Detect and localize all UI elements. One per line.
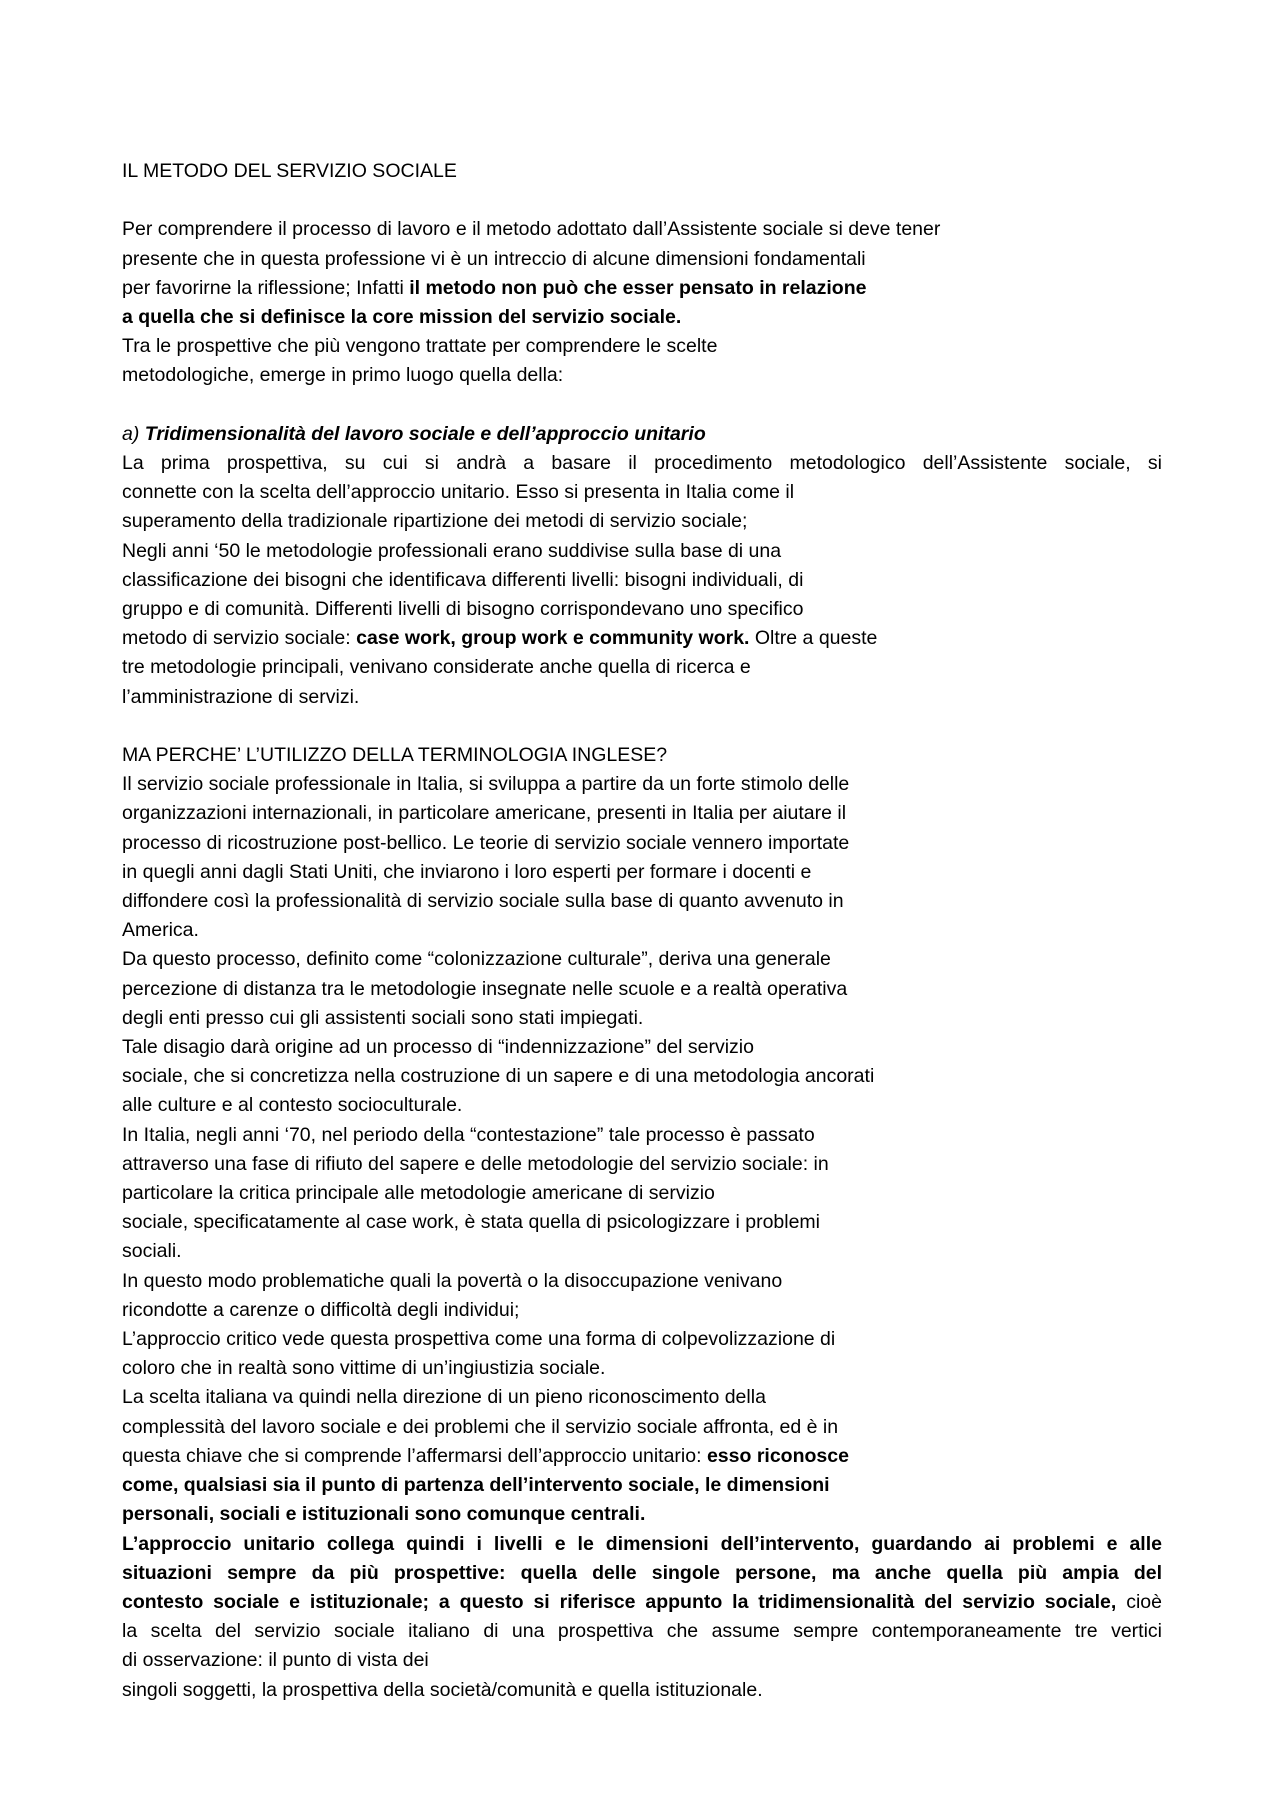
bold-line: come, qualsiasi sia il punto di partenza dell’intervento sociale, le dimensioni	[122, 1474, 830, 1497]
text-line: Tra le prospettive che più vengono trattate per comprendere le scelte	[122, 335, 718, 358]
heading-prefix: a)	[122, 422, 145, 445]
section-b-heading: MA PERCHE’ L’UTILIZZO DELLA TERMINOLOGIA INGLESE?	[122, 744, 668, 767]
text-line: gruppo e di comunità. Differenti livelli di bisogno corrispondevano uno specifico	[122, 598, 804, 621]
text-line: tre metodologie principali, venivano considerate anche quella di ricerca e	[122, 656, 751, 679]
spacer	[122, 186, 1162, 215]
text-line: attraverso una fase di rifiuto del sapere e delle metodologie del servizio sociale: in	[122, 1152, 829, 1175]
text-line: alle culture e al contesto socioculturale.	[122, 1094, 463, 1117]
text-line: In questo modo problematiche quali la povertà o la disoccupazione venivano	[122, 1269, 783, 1292]
text-line: L’approccio critico vede questa prospettiva come una forma di colpevolizzazione di	[122, 1328, 836, 1351]
heading-text: Tridimensionalità del lavoro sociale e dell’approccio unitario	[144, 422, 706, 445]
spacer	[122, 391, 1162, 420]
text-line: particolare la critica principale alle metodologie americane di servizio	[122, 1182, 715, 1205]
text-line: Il servizio sociale professionale in Italia, si sviluppa a partire da un forte stimolo delle	[122, 773, 850, 796]
text-run: cioè	[1116, 1590, 1162, 1613]
bold-text: case work, group work e community work.	[356, 627, 750, 650]
text-line: singoli soggetti, la prospettiva della società/comunità e quella istituzionale.	[122, 1678, 763, 1701]
text-line: La scelta italiana va quindi nella direzione di un pieno riconoscimento della	[122, 1386, 766, 1409]
text-line: La prima prospettiva, su cui si andrà a basare il procedimento metodologico dell’Assistente sociale, si	[122, 452, 1162, 474]
text-line: percezione di distanza tra le metodologie insegnate nelle scuole e a realtà operativa	[122, 977, 848, 1000]
text-line: Per comprendere il processo di lavoro e il metodo adottato dall’Assistente sociale si deve tener	[122, 218, 941, 241]
text-line: superamento della tradizionale ripartizione dei metodi di servizio sociale;	[122, 510, 748, 533]
document-title: IL METODO DEL SERVIZIO SOCIALE	[122, 160, 457, 182]
bold-text: il metodo non può che esser pensato in relazione	[409, 276, 867, 299]
text-line: sociale, che si concretizza nella costruzione di un sapere e di una metodologia ancorati	[122, 1065, 875, 1088]
text-line: America.	[122, 919, 199, 942]
text-line	[122, 274, 1162, 303]
text-line	[122, 1442, 1162, 1471]
text-line: Tale disagio darà origine ad un processo di “indennizzazione” del servizio	[122, 1036, 754, 1059]
text-line: di osservazione: il punto di vista dei	[122, 1649, 429, 1672]
text-line: degli enti presso cui gli assistenti sociali sono stati impiegati.	[122, 1006, 644, 1029]
text-line: ricondotte a carenze o difficoltà degli individui;	[122, 1298, 520, 1321]
text-line: classificazione dei bisogni che identificava differenti livelli: bisogni individuali, di	[122, 568, 804, 591]
text-line: presente che in questa professione vi è un intreccio di alcune dimensioni fondamentali	[122, 247, 866, 270]
text-line	[122, 1588, 1162, 1617]
section-a	[122, 420, 1162, 712]
intro-paragraph	[122, 215, 1162, 390]
text-line: in quegli anni dagli Stati Uniti, che inviarono i loro esperti per formare i docenti e	[122, 860, 812, 883]
text-line: coloro che in realtà sono vittime di un’ingiustizia sociale.	[122, 1357, 606, 1380]
text-line: sociale, specificatamente al case work, è stata quella di psicologizzare i problemi	[122, 1211, 821, 1234]
spacer	[122, 712, 1162, 741]
bold-line: situazioni sempre da più prospettive: quella delle singole persone, ma anche quella più ampia del	[122, 1561, 1162, 1584]
text-line: processo di ricostruzione post-bellico. Le teorie di servizio sociale vennero importate	[122, 831, 850, 854]
section-a-heading	[122, 420, 1162, 449]
text-line: diffondere così la professionalità di servizio sociale sulla base di quanto avvenuto in	[122, 890, 844, 913]
text-line: metodologiche, emerge in primo luogo quella della:	[122, 364, 564, 387]
bold-line: a quella che si definisce la core mission del servizio sociale.	[122, 306, 682, 328]
text-line: l’amministrazione di servizi.	[122, 685, 360, 708]
text-line	[122, 624, 1162, 653]
bold-text: esso riconosce	[706, 1444, 849, 1467]
text-line: organizzazioni internazionali, in particolare americane, presenti in Italia per aiutare il	[122, 802, 847, 825]
text-run: questa chiave che si comprende l’affermarsi dell’approccio unitario:	[122, 1444, 707, 1467]
text-line: la scelta del servizio sociale italiano di una prospettiva che assume sempre contemporaneamente tre vertici	[122, 1620, 1162, 1643]
bold-line: L’approccio unitario collega quindi i livelli e le dimensioni dell’intervento, guardando ai problemi e alle	[122, 1532, 1162, 1555]
text-line: complessità del lavoro sociale e dei problemi che il servizio sociale affronta, ed è in	[122, 1415, 839, 1438]
section-b	[122, 741, 1162, 1705]
bold-text: contesto sociale e istituzionale; a questo si riferisce appunto la tridimensionalità del servizio sociale,	[122, 1590, 1117, 1613]
text-run: Oltre a queste	[749, 627, 878, 650]
document-body	[122, 157, 1162, 1705]
text-line: sociali.	[122, 1240, 182, 1263]
text-line: In Italia, negli anni ‘70, nel periodo della “contestazione” tale processo è passato	[122, 1123, 815, 1146]
text-run: metodo di servizio sociale:	[122, 627, 357, 650]
text-line: connette con la scelta dell’approccio unitario. Esso si presenta in Italia come il	[122, 481, 795, 504]
text-line: Da questo processo, definito come “colonizzazione culturale”, deriva una generale	[122, 948, 831, 971]
text-run: per favorirne la riflessione; Infatti	[122, 276, 410, 299]
text-line: Negli anni ‘50 le metodologie professionali erano suddivise sulla base di una	[122, 539, 782, 562]
bold-line: personali, sociali e istituzionali sono comunque centrali.	[122, 1503, 646, 1526]
